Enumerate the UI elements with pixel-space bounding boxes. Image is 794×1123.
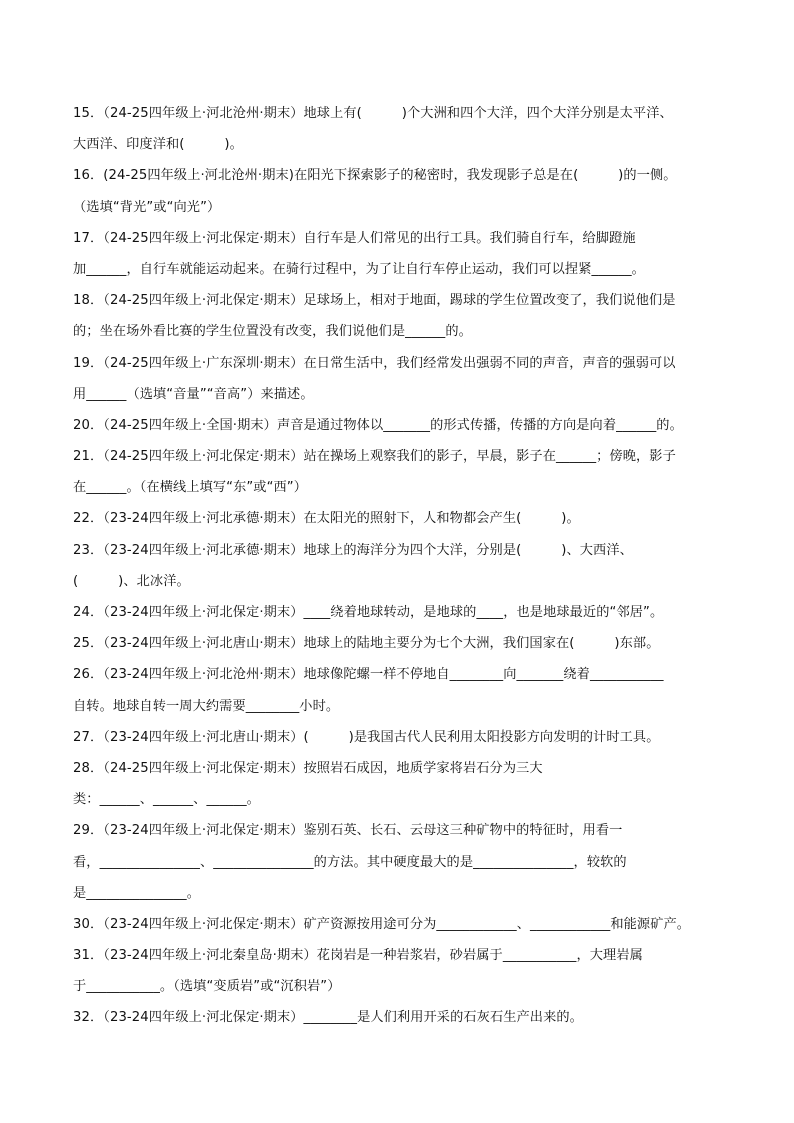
question-19-line-2: 用______（选填“音量”“音高”）来描述。: [73, 386, 314, 402]
question-17-line-2: 加______，自行车就能运动起来。在骑行过程中，为了让自行车停止运动，我们可以捏紧______。: [73, 261, 645, 277]
question-32-line-1: 32．（23-24四年级上·河北保定·期末）________是人们利用开采的石灰石生产出来的。: [73, 1010, 583, 1026]
question-26-line-1: 26．（23-24四年级上·河北沧州·期末）地球像陀螺一样不停地自________向_______绕着___________: [73, 667, 664, 683]
question-28-line-2: 类：______、______、______。: [73, 792, 260, 808]
question-30-line-1: 30．（23-24四年级上·河北保定·期末）矿产资源按用途可分为____________、____________和能源矿产。: [73, 916, 691, 932]
question-23-line-2: ( )、北冰洋。: [73, 573, 190, 589]
question-29-line-2: 看，_______________、_______________的方法。其中硬度最大的是_______________，较软的: [73, 854, 627, 870]
question-26-line-2: 自转。地球自转一周大约需要________小时。: [73, 698, 340, 714]
question-31-line-2: 于___________。（选填“变质岩”或“沉积岩”）: [73, 979, 341, 995]
question-22-line-1: 22．（23-24四年级上·河北承德·期末）在太阳光的照射下，人和物都会产生( )。: [73, 511, 580, 527]
question-27-line-1: 27．（23-24四年级上·河北唐山·期末）( )是我国古代人民利用太阳投影方向发明的计时工具。: [73, 729, 660, 745]
question-21-line-2: 在______。（在横线上填写“东”或“西”）: [73, 480, 308, 496]
question-16-line-1: 16．(24-25四年级上·河北沧州·期末)在阳光下探索影子的秘密时，我发现影子总是在( )的一侧。: [73, 168, 677, 184]
question-29-line-1: 29．（23-24四年级上·河北保定·期末）鉴别石英、长石、云母这三种矿物中的特征时，用看一: [73, 823, 623, 839]
question-29-line-3: 是_______________。: [73, 885, 200, 901]
question-21-line-1: 21．（24-25四年级上·河北保定·期末）站在操场上观察我们的影子，早晨，影子在______；傍晚，影子: [73, 449, 676, 465]
question-18-line-2: 的；坐在场外看比赛的学生位置没有改变，我们说他们是______的。: [73, 324, 472, 340]
question-16-line-2: （选填“背光”或“向光”）: [73, 199, 221, 215]
question-24-line-1: 24．（23-24四年级上·河北保定·期末）____绕着地球转动，是地球的____，也是地球最近的“邻居”。: [73, 605, 664, 620]
question-28-line-1: 28．（24-25四年级上·河北保定·期末）按照岩石成因，地质学家将岩石分为三大: [73, 760, 543, 776]
question-18-line-1: 18．（24-25四年级上·河北保定·期末）足球场上，相对于地面，踢球的学生位置改变了，我们说他们是: [73, 293, 676, 309]
question-20-line-1: 20．（24-25四年级上·全国·期末）声音是通过物体以_______的形式传播，传播的方向是向着______的。: [73, 417, 683, 433]
question-19-line-1: 19．（24-25四年级上·广东深圳·期末）在日常生活中，我们经常发出强弱不同的声音，声音的强弱可以: [73, 355, 676, 371]
question-15-line-2: 大西洋、印度洋和( )。: [73, 137, 243, 153]
question-25-line-1: 25．（23-24四年级上·河北唐山·期末）地球上的陆地主要分为七个大洲，我们国家在( )东部。: [73, 636, 660, 652]
question-15-line-1: 15．（24-25四年级上·河北沧州·期末）地球上有( )个大洲和四个大洋，四个大洋分别是太平洋、: [73, 106, 673, 121]
question-17-line-1: 17．（24-25四年级上·河北保定·期末）自行车是人们常见的出行工具。我们骑自行车，给脚蹬施: [73, 230, 636, 246]
question-23-line-1: 23．（23-24四年级上·河北承德·期末）地球上的海洋分为四个大洋，分别是( )、大西洋、: [73, 542, 633, 558]
question-list: [73, 98, 733, 1034]
question-31-line-1: 31．（23-24四年级上·河北秦皇岛·期末）花岗岩是一种岩浆岩，砂岩属于___________，大理岩属: [73, 948, 643, 964]
